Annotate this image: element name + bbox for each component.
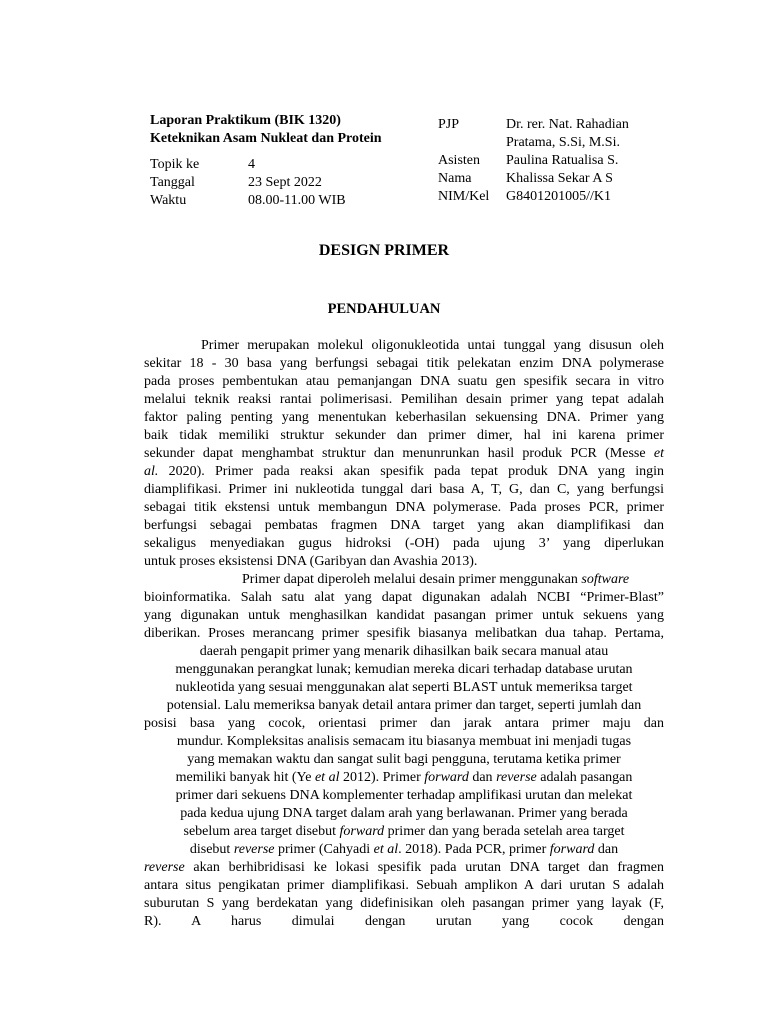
text-line: faktor paling penting yang menentukan keberhasilan sekuensing DNA. Primer yang [144,410,664,425]
text-line: sebagai titik ekstensi untuk membangun DNA polymerase. Pada proses PCR, primer [144,500,664,515]
text-line: posisi basa yang cocok, orientasi primer dan jarak antara primer maju dan [144,716,664,731]
meta-label: Asisten [438,153,480,168]
meta-label: Nama [438,171,472,186]
meta-label: Tanggal [150,175,195,190]
meta-row-nim [438,188,658,206]
text-line: yang memakan waktu dan sangat sulit bagi pengguna, terutama ketika primer [187,752,621,767]
text-line: baik tidak memiliki struktur sekunder dan primer dimer, hal ini karena primer [144,428,664,443]
text-line: suburutan S yang berdekatan yang didefinisikan oleh pasangan primer yang layak (F, [144,896,664,911]
text-run-italic: forward [339,824,385,839]
text-run: adalah pasangan [536,770,633,785]
text-line: nukleotida yang sesuai menggunakan alat seperti BLAST untuk memeriksa target [175,680,633,695]
text-run: sebelum area target disebut [183,824,340,839]
pjp-name-line1: Dr. rer. Nat. Rahadian [506,117,629,132]
text-run: akan berhibridisasi ke lokasi spesifik pada urutan DNA target dan fragmen [184,860,664,875]
text-run-italic: forward [424,770,469,785]
text-line: berfungsi sebagai pembatas fragmen DNA target yang akan diamplifikasi dan [144,518,664,533]
meta-row-pjp [438,116,658,152]
text-run-italic: al. [144,464,159,479]
text-line: untuk proses eksistensi DNA (Garibyan dan Avashia 2013). [144,554,478,569]
text-run: dan [468,770,497,785]
text-run: memiliki banyak hit (Ye [175,770,315,785]
text-line: pada proses pembentukan atau pemanjangan DNA suatu gen spesifik secara in vitro [144,374,664,389]
text-line [144,841,664,859]
report-header-left [150,112,430,210]
document-title: DESIGN PRIMER [318,242,450,259]
text-line: potensial. Lalu memeriksa banyak detail antara primer dan target, seperti jumlah dan [166,698,642,713]
text-line [144,769,664,787]
text-line: bioinformatika. Salah satu alat yang dapat digunakan adalah NCBI “Primer-Blast” [144,590,664,605]
text-run-italic: et [653,446,664,461]
meta-row-asisten [438,152,658,170]
text-line: primer dari sekuens DNA komplementer terhadap amplifikasi urutan dan melekat [175,788,633,803]
text-line: antara situs pengikatan primer diamplifikasi. Sebuah amplikon A dari urutan S adalah [144,878,664,893]
text-run-italic: reverse [144,860,185,875]
text-line: yang digunakan untuk menghasilkan kandidat pasangan primer untuk sekuens yang [144,608,664,623]
meta-label: PJP [438,117,460,132]
pjp-name-line2: Pratama, S.Si, M.Si. [506,135,620,150]
meta-row-tanggal [150,174,430,192]
meta-value [506,116,658,152]
text-line: diamplifikasi. Primer ini nukleotida tunggal dari basa A, T, G, dan C, yang berfungsi [144,482,664,497]
text-line: R). A harus dimulai dengan urutan yang cocok dengan [144,914,664,929]
body-text [144,337,664,931]
meta-value: 08.00-11.00 WIB [248,193,346,208]
text-line: sekaligus menyediakan gugus hidroksi (-OH) pada ujung 3’ yang diperlukan [144,536,664,551]
text-line: menggunakan perangkat lunak; kemudian mereka dicari terhadap database urutan [175,662,633,677]
text-run: 2012). Primer [339,770,425,785]
text-line: daerah pengapit primer yang menarik dihasilkan baik secara manual atau [199,644,609,659]
course-title-line2: Keteknikan Asam Nukleat dan Protein [150,131,382,146]
meta-label: NIM/Kel [438,189,490,204]
text-run-italic: software [581,572,630,587]
section-heading: PENDAHULUAN [327,301,441,317]
text-line: melalui teknik reaksi rantai polimerisasi. Pemilihan desain primer yang tepat adalah [144,392,664,407]
text-line [144,445,664,463]
report-header-right [438,116,658,206]
meta-row-topik [150,156,430,174]
text-run: Primer dapat diperoleh melalui desain primer menggunakan [242,572,582,587]
text-line [144,463,664,481]
text-run: sekunder dapat menghambat struktur dan menunrunkan hasil produk PCR (Messe [144,446,654,461]
text-line [144,823,664,841]
text-run: dan [594,842,619,857]
text-run-italic: forward [549,842,595,857]
text-line: sekitar 18 - 30 basa yang berfungsi sebagai titik pelekatan enzim DNA polymerase [144,356,664,371]
meta-value: 4 [248,157,255,172]
text-run-italic: reverse [496,770,537,785]
meta-value: G8401201005//K1 [506,189,611,204]
meta-value: Paulina Ratualisa S. [506,153,619,168]
meta-value: Khalissa Sekar A S [506,171,613,186]
meta-value: 23 Sept 2022 [248,175,322,190]
text-run: disebut [189,842,234,857]
meta-label: Topik ke [150,157,200,172]
text-line: mundur. Kompleksitas analisis semacam itu biasanya membuat ini menjadi tugas [176,734,632,749]
text-line: diberikan. Proses merancang primer spesifik biasanya melibatkan dua tahap. Pertama, [144,626,664,641]
text-run: . 2018). Pada PCR, primer [398,842,550,857]
meta-label: Waktu [150,193,187,208]
meta-row-nama [438,170,658,188]
text-run-italic: reverse [233,842,275,857]
text-run: primer dan yang berada setelah area target [384,824,625,839]
text-line: pada kedua ujung DNA target dalam arah yang berlawanan. Primer yang berada [180,806,628,821]
text-line [144,859,664,877]
text-line: Primer merupakan molekul oligonukleotida untai tunggal yang disusun oleh [201,338,664,353]
text-line [144,571,664,589]
report-meta-left [150,156,430,210]
text-run: primer (Cahyadi [274,842,374,857]
text-run-italic: et al [314,770,340,785]
meta-row-waktu [150,192,430,210]
text-run: 2020). Primer pada reaksi akan spesifik pada tepat produk DNA yang ingin [158,464,664,479]
course-title-line1: Laporan Praktikum (BIK 1320) [150,113,341,128]
text-run-italic: et al [373,842,399,857]
